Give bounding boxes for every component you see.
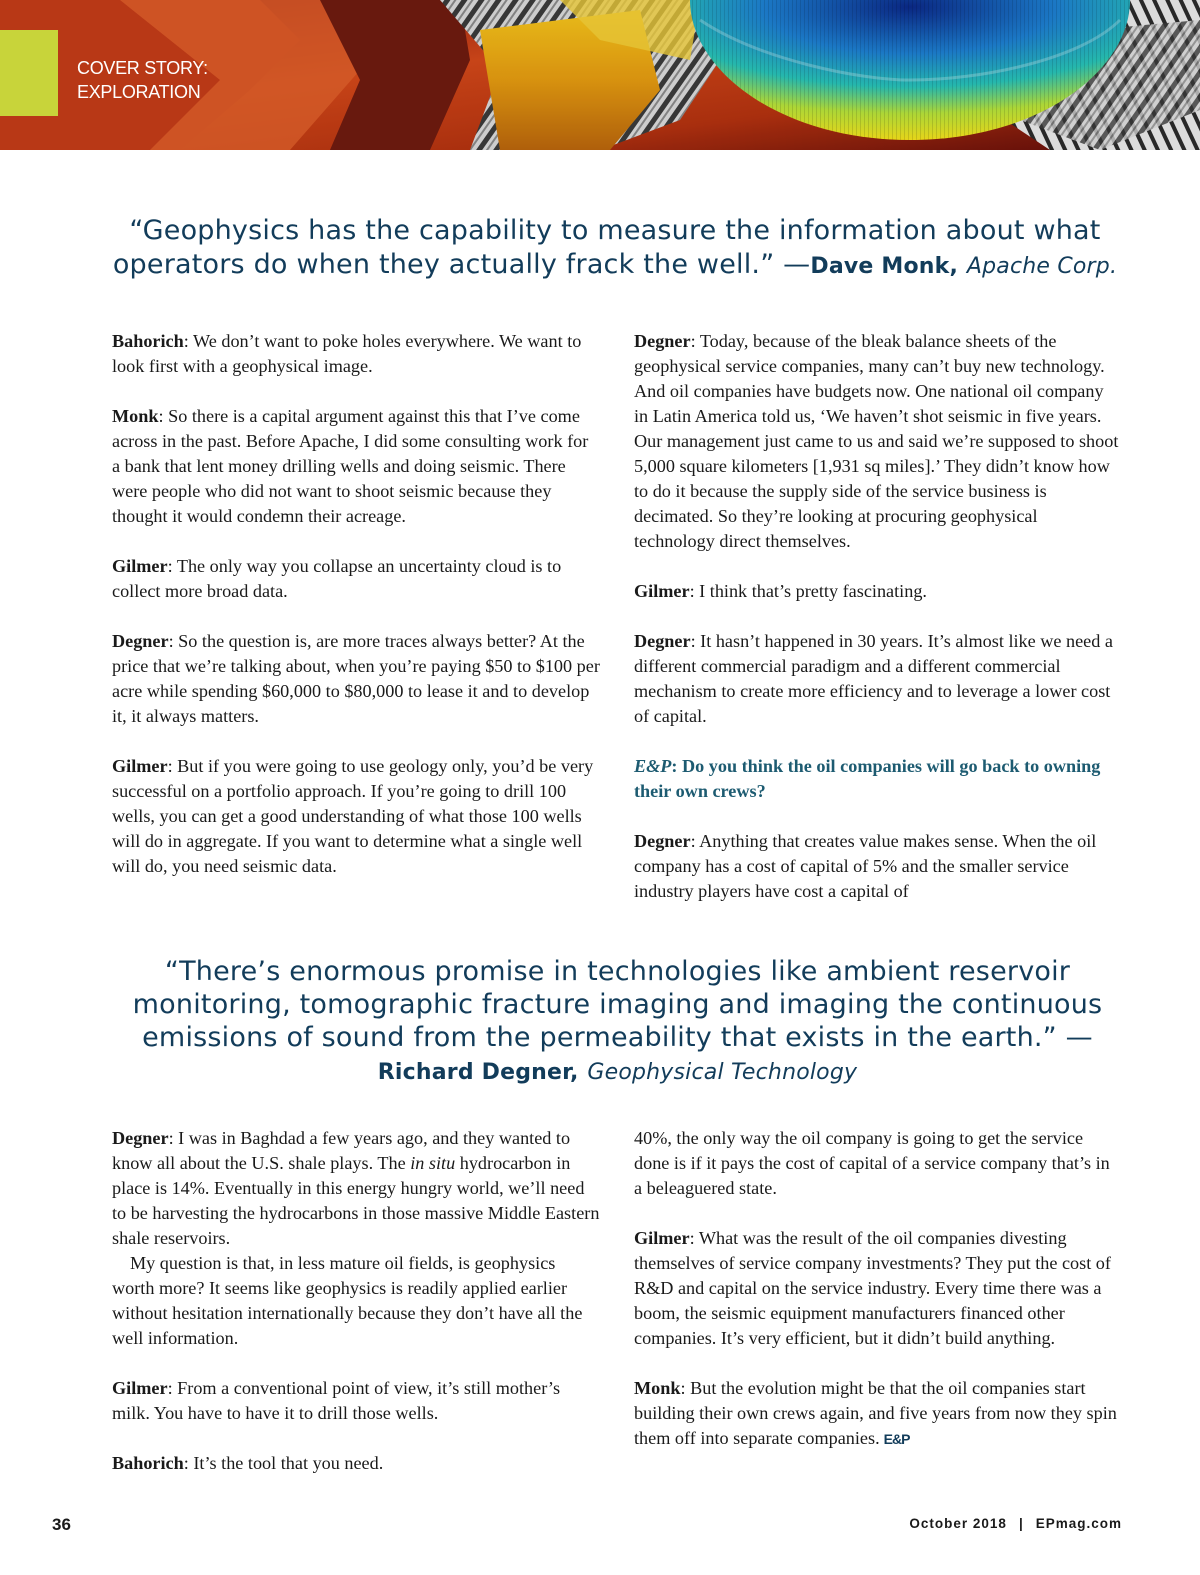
paragraph-text: : Today, because of the bleak balance sheets of the geophysical service companies, many can’t buy new technology. And oil companies have budgets now. One national oil company in Latin America told us, ‘We haven’t shot seismic in five years. Our management just came to us and said we’re supposed to shoot 5,000 square kilometers [1,931 sq miles].’ They didn’t know how to do it because the supply side of the service business is decimated. So they’re looking at procuring geophysical technology direct themselves. [634,331,1119,551]
paragraph-text: : So there is a capital argument against this that I’ve come across in the past. Before Apache, I did some consulting work for a bank that lent money drilling wells and doing seismic. There were people who did not want to shoot seismic because they thought it would condemn their acreage. [112,406,589,526]
paragraph-text: hydrocarbon in place is 14%. Eventually in this energy hungry world, we’ll need to be harvesting the hydrocarbons in those massive Middle Eastern shale reservoirs. [112,1153,600,1248]
paragraph [634,1376,1122,1452]
speaker-name: Gilmer [634,581,690,601]
speaker-name: Degner [634,331,691,351]
paragraph [112,1126,600,1251]
section-label [77,56,208,104]
pull-quote-text: “There’s enormous promise in technologies like ambient reservoir monitoring, tomographic fracture imaging and imaging the continuous emissions of sound from the permeability that exists in the earth.” — [132,956,1103,1053]
question-label: E&P [634,756,672,776]
paragraph-text: : Anything that creates value makes sense. When the oil company has a cost of capital of 5% and the smaller service industry players have cost a capital of [634,831,1097,901]
pull-quote-org: Geophysical Technology [587,1060,858,1085]
section-label-line2: EXPLORATION [77,82,201,102]
speaker-name: Bahorich [112,331,184,351]
article-column-3 [112,1126,600,1501]
pull-quote-degner [100,955,1135,1089]
pull-quote-org: Apache Corp. [966,254,1118,279]
paragraph [634,1226,1122,1351]
paragraph [112,754,600,879]
paragraph-text: : I was in Baghdad a few years ago, and they wanted to know all about the U.S. shale plays. The [112,1128,571,1173]
paragraph-text: : From a conventional point of view, it’s still mother’s milk. You have to have it to drill those wells. [112,1378,561,1423]
speaker-name: Gilmer [112,1378,168,1398]
paragraph [634,329,1122,554]
interview-question [634,754,1122,804]
speaker-name: Degner [634,831,691,851]
section-color-tab [0,30,58,116]
speaker-name: Degner [634,631,691,651]
paragraph: My question is that, in less mature oil fields, is geophysics worth more? It seems like geophysics is readily applied earlier without hesitation internationally because they don’t have all the well information. [112,1253,583,1348]
paragraph [112,404,600,529]
italic-term: in situ [410,1153,456,1173]
paragraph [112,554,600,604]
pull-quote-monk [90,214,1140,284]
question-text: : Do you think the oil companies will go back to owning their own crews? [634,756,1101,801]
article-column-1 [112,329,600,904]
paragraph [112,1376,600,1426]
paragraph [634,629,1122,729]
paragraph [112,629,600,729]
issue-date: October 2018 [909,1516,1007,1531]
speaker-name: Gilmer [634,1228,690,1248]
pull-quote-speaker: Richard Degner, [377,1060,579,1085]
website-link[interactable]: EPmag.com [1035,1516,1122,1531]
paragraph-text: : So the question is, are more traces always better? At the price that we’re talking about, when you’re paying $50 to $100 per acre while spending $60,000 to $80,000 to lease it and to develop it, it always matters. [112,631,600,726]
paragraph: 40%, the only way the oil company is going to get the service done is if it pays the cost of capital of a service company that’s in a beleaguered state. [634,1128,1110,1198]
paragraph-text: : We don’t want to poke holes everywhere. We want to look first with a geophysical image. [112,331,582,376]
speaker-name: Monk [634,1378,681,1398]
speaker-name: Degner [112,631,169,651]
section-label-line1: COVER STORY: [77,58,208,78]
paragraph-text: : What was the result of the oil companies divesting themselves of service company investments? They put the cost of R&D and capital on the service industry. Every time there was a boom, the seismic equipment manufacturers financed other companies. It’s very efficient, but it didn’t build anything. [634,1228,1111,1348]
article-column-4 [634,1126,1122,1477]
speaker-name: Bahorich [112,1453,184,1473]
end-mark-logo: E&P [883,1431,910,1447]
speaker-name: Degner [112,1128,169,1148]
speaker-name: Gilmer [112,556,168,576]
speaker-name: Gilmer [112,756,168,776]
paragraph-text: : The only way you collapse an uncertainty cloud is to collect more broad data. [112,556,562,601]
footer-separator: | [1018,1516,1024,1531]
paragraph-text: : It’s the tool that you need. [183,1453,384,1473]
paragraph-text: : But if you were going to use geology only, you’d be very successful on a portfolio approach. If you’re going to drill 100 wells, you can get a good understanding of what those 100 wells will do in aggregate. If you want to determine what a single well will do, you need seismic data. [112,756,594,876]
paragraph [112,1451,600,1476]
pull-quote-speaker: Dave Monk, [810,254,959,279]
paragraph-text: : But the evolution might be that the oil companies start building their own crews again, and five years from now they spin them off into separate companies. [634,1378,1117,1448]
paragraph [634,829,1122,904]
article-column-2 [634,329,1122,929]
paragraph-text: : I think that’s pretty fascinating. [689,581,927,601]
footer-issue-line [909,1516,1122,1531]
paragraph [112,329,600,379]
paragraph-text: : It hasn’t happened in 30 years. It’s almost like we need a different commercial paradigm and a different commercial mechanism to create more efficiency and to leverage a lower cost of capital. [634,631,1113,726]
pull-quote-text: “Geophysics has the capability to measure the information about what operators do when they actually frack the well.” — [112,215,1101,280]
page-number: 36 [52,1515,71,1534]
paragraph [634,579,1122,604]
speaker-name: Monk [112,406,159,426]
